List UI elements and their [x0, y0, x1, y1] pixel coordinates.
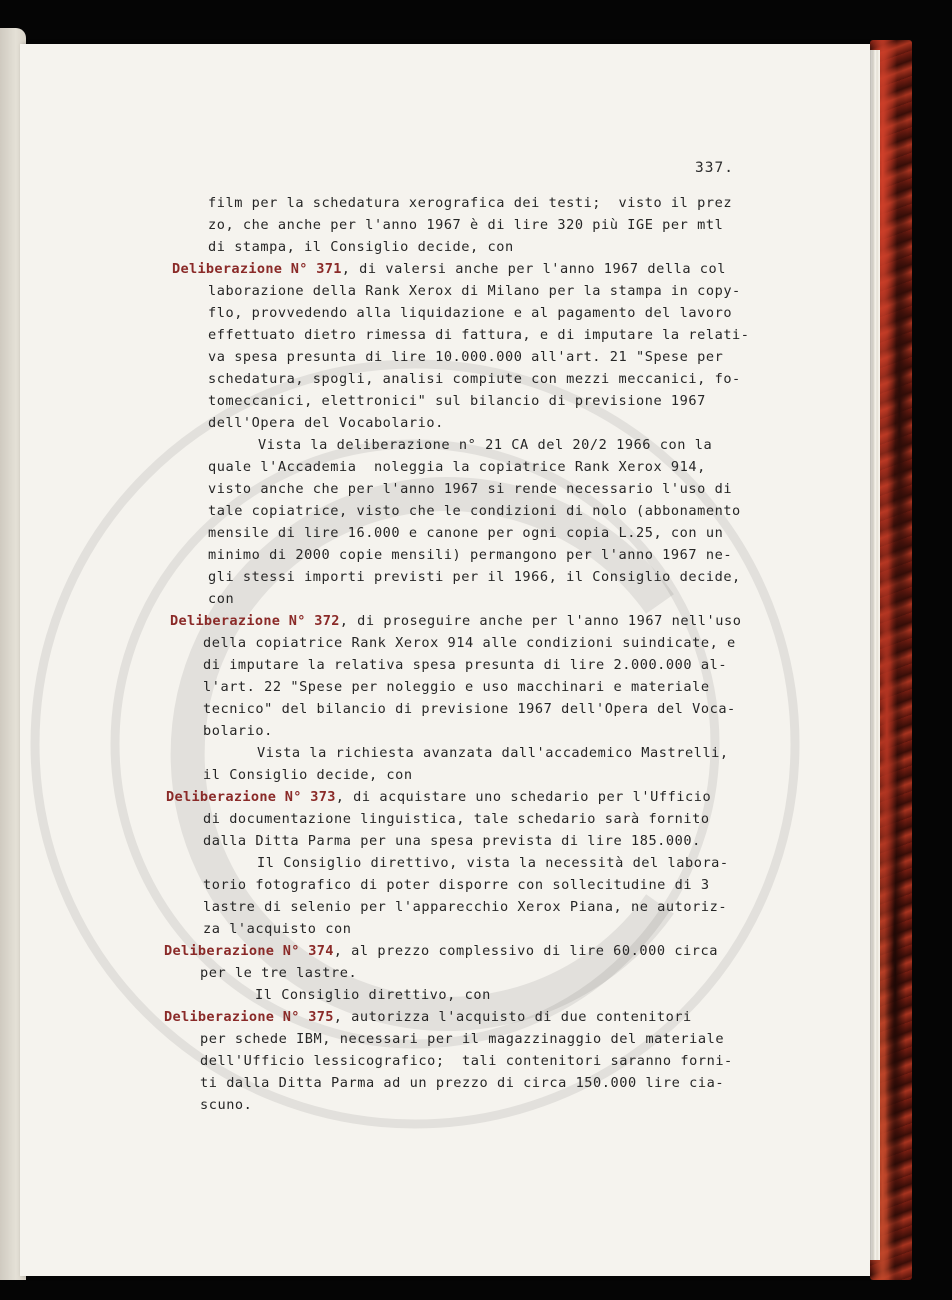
text-line — [208, 302, 732, 324]
deliberazione-line — [172, 258, 726, 280]
line-text: dell'Ufficio lessicografico; tali contenitori saranno forni- — [200, 1053, 733, 1069]
line-text: tale copiatrice, visto che le condizioni di nolo (abbonamento — [208, 503, 741, 519]
line-text: di imputare la relativa spesa presunta di lire 2.000.000 al- — [203, 657, 728, 673]
text-line — [208, 346, 723, 368]
line-text: con — [208, 591, 235, 607]
text-line — [258, 434, 712, 456]
text-line — [208, 368, 741, 390]
text-line — [203, 654, 727, 676]
line-text: scuno. — [200, 1097, 253, 1113]
line-text: quale l'Accademia noleggia la copiatrice Rank Xerox 914, — [208, 459, 706, 475]
line-text: torio fotografico di poter disporre con sollecitudine di 3 — [203, 877, 710, 893]
text-line — [200, 1094, 252, 1116]
text-line — [208, 412, 444, 434]
deliberazione-line — [164, 940, 718, 962]
text-line — [208, 544, 732, 566]
line-text: laborazione della Rank Xerox di Milano per la stampa in copy- — [208, 283, 741, 299]
deliberazione-label: Deliberazione N° 372 — [170, 613, 340, 629]
line-text: Il Consiglio direttivo, con — [255, 987, 491, 1003]
line-text: minimo di 2000 copie mensili) permangono per l'anno 1967 ne- — [208, 547, 733, 563]
text-line — [257, 852, 729, 874]
line-text: per schede IBM, necessari per il magazzinaggio del materiale — [200, 1031, 725, 1047]
line-text: il Consiglio decide, con — [203, 767, 413, 783]
text-line — [203, 918, 351, 940]
text-line — [208, 324, 750, 346]
line-text: za l'acquisto con — [203, 921, 352, 937]
line-text: , autorizza l'acquisto di due contenitori — [333, 1009, 692, 1025]
text-line — [200, 1072, 724, 1094]
line-text: di documentazione linguistica, tale schedario sarà fornito — [203, 811, 710, 827]
text-line — [203, 698, 736, 720]
line-text: tomeccanici, elettronici" sul bilancio di previsione 1967 — [208, 393, 706, 409]
text-line — [208, 588, 234, 610]
line-text: dalla Ditta Parma per una spesa prevista di lire 185.000. — [203, 833, 701, 849]
deliberazione-line — [166, 786, 711, 808]
line-text: schedatura, spogli, analisi compiute con mezzi meccanici, fo- — [208, 371, 741, 387]
line-text: , di acquistare uno schedario per l'Ufficio — [335, 789, 712, 805]
text-line — [200, 1028, 724, 1050]
deliberazione-label: Deliberazione N° 373 — [166, 789, 336, 805]
line-text: dell'Opera del Vocabolario. — [208, 415, 444, 431]
line-text: effettuato dietro rimessa di fattura, e di imputare la relati- — [208, 327, 750, 343]
line-text: per le tre lastre. — [200, 965, 358, 981]
line-text: della copiatrice Rank Xerox 914 alle condizioni suindicate, e — [203, 635, 736, 651]
line-text: di stampa, il Consiglio decide, con — [208, 239, 514, 255]
text-line — [208, 280, 741, 302]
text-line — [257, 742, 729, 764]
deliberazione-label: Deliberazione N° 375 — [164, 1009, 334, 1025]
text-line — [255, 984, 491, 1006]
line-text: bolario. — [203, 723, 273, 739]
line-text: Il Consiglio direttivo, vista la necessità del labora- — [257, 855, 729, 871]
text-line — [208, 192, 732, 214]
line-text: Vista la deliberazione n° 21 CA del 20/2 1966 con la — [258, 437, 713, 453]
text-line — [200, 1050, 733, 1072]
line-text: Vista la richiesta avanzata dall'accademico Mastrelli, — [257, 745, 729, 761]
document-page — [20, 44, 870, 1276]
text-line — [203, 896, 727, 918]
line-text: visto anche che per l'anno 1967 si rende necessario l'uso di — [208, 481, 733, 497]
text-line — [208, 500, 741, 522]
deliberazione-label: Deliberazione N° 371 — [172, 261, 342, 277]
text-line — [203, 676, 710, 698]
deliberazione-line — [170, 610, 741, 632]
text-line — [203, 808, 710, 830]
text-line — [208, 236, 514, 258]
text-line — [203, 720, 273, 742]
line-text: , al prezzo complessivo di lire 60.000 circa — [333, 943, 718, 959]
deliberazione-line — [164, 1006, 692, 1028]
line-text: lastre di selenio per l'apparecchio Xerox Piana, ne autoriz- — [203, 899, 728, 915]
line-text: gli stessi importi previsti per il 1966, il Consiglio decide, — [208, 569, 741, 585]
line-text: ti dalla Ditta Parma ad un prezzo di circa 150.000 lire cia- — [200, 1075, 725, 1091]
text-line — [208, 456, 706, 478]
text-line — [208, 522, 723, 544]
line-text: tecnico" del bilancio di previsione 1967 dell'Opera del Voca- — [203, 701, 736, 717]
text-line — [208, 214, 723, 236]
page-number: 337. — [695, 160, 734, 176]
line-text: l'art. 22 "Spese per noleggio e uso macchinari e materiale — [203, 679, 710, 695]
text-line — [208, 566, 741, 588]
line-text: flo, provvedendo alla liquidazione e al pagamento del lavoro — [208, 305, 733, 321]
line-text: , di proseguire anche per l'anno 1967 nell'uso — [339, 613, 742, 629]
deliberazione-label: Deliberazione N° 374 — [164, 943, 334, 959]
line-text: zo, che anche per l'anno 1967 è di lire 320 più IGE per mtl — [208, 217, 724, 233]
line-text: va spesa presunta di lire 10.000.000 all'art. 21 "Spese per — [208, 349, 724, 365]
text-line — [203, 874, 710, 896]
line-text: mensile di lire 16.000 e canone per ogni copia L.25, con un — [208, 525, 724, 541]
text-line — [203, 764, 413, 786]
text-line — [200, 962, 357, 984]
text-line — [203, 830, 701, 852]
text-line — [208, 478, 732, 500]
line-text: , di valersi anche per l'anno 1967 della col — [341, 261, 726, 277]
line-text: film per la schedatura xerografica dei testi; visto il prez — [208, 195, 733, 211]
text-line — [208, 390, 706, 412]
text-line — [203, 632, 736, 654]
